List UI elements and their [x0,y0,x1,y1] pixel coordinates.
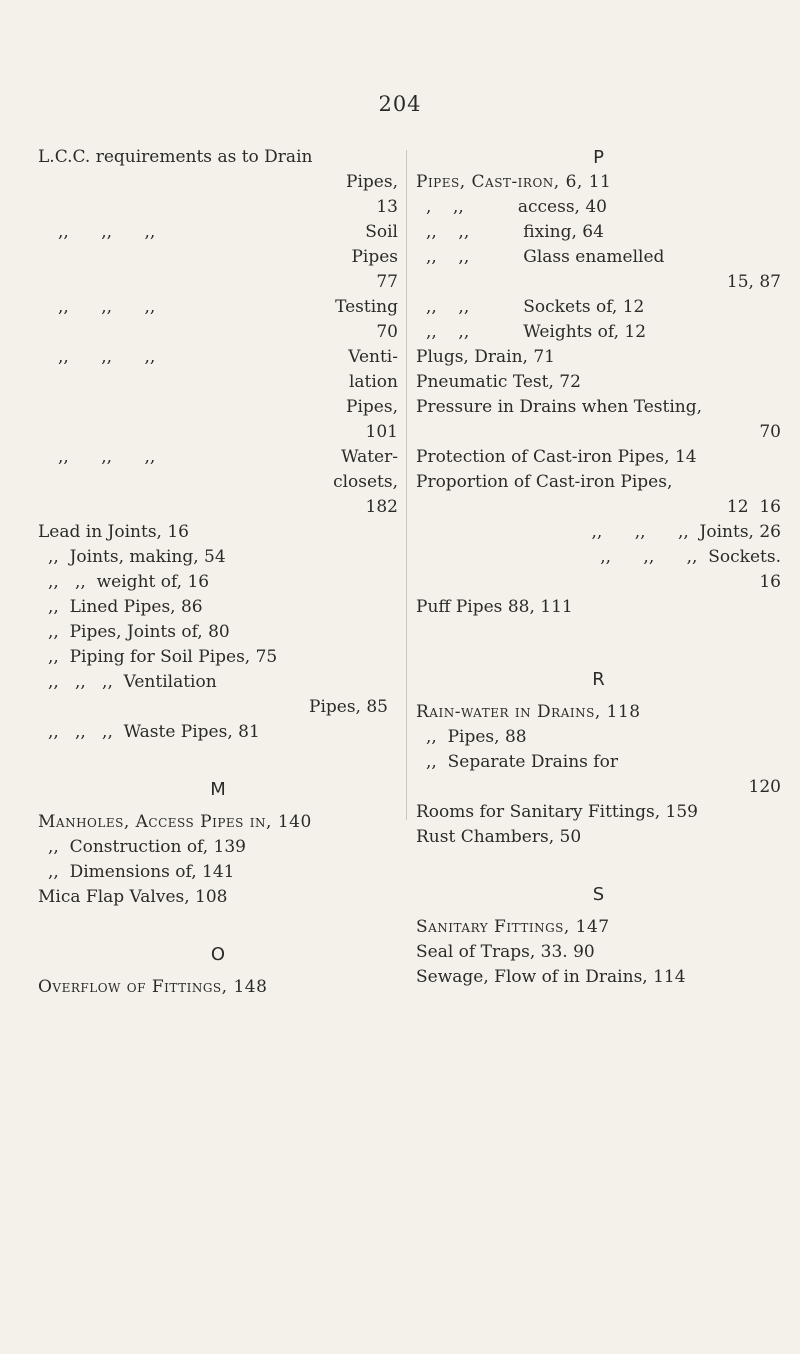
section-letter-o: O [210,944,226,965]
index-subentry: ,, ,, weight of, 16 [48,572,210,592]
index-entry-rooms: Rooms for Sanitary Fittings, 159 [416,802,698,822]
index-entry-plugs: Plugs, Drain, 71 [416,347,555,367]
index-entry-sewage: Sewage, Flow of in Drains, 114 [416,967,686,987]
page-number: 204 [378,92,422,116]
section-letter-s: S [592,884,605,905]
index-subentry: ,, ,, Glass enamelled [426,247,665,267]
index-entry-page-ref: 101 [365,422,398,442]
left-column [38,145,398,1000]
index-entry-lcc: L.C.C. requirements as to Drain [38,147,313,167]
index-entry-pressure: Pressure in Drains when Testing, [416,397,703,417]
section-letter-p: P [593,147,604,168]
index-subentry: ,, ,, ,, Ventilation [48,672,217,692]
index-entry-continuation: Pipes [351,247,398,267]
index-entry-pneumatic: Pneumatic Test, 72 [416,372,581,392]
index-entry-puff: Puff Pipes 88, 111 [416,597,573,617]
index-entry-mica: Mica Flap Valves, 108 [38,887,228,907]
index-entry-testing: Testing [335,297,398,317]
index-subentry: ,, Construction of, 139 [48,837,246,857]
index-entry-sanitary: Sanitary Fittings, 147 [416,917,610,937]
right-column [416,145,781,990]
column-divider [406,150,407,820]
index-entry-continuation: Pipes, [346,397,398,417]
index-entry-page-ref: 70 [759,422,781,442]
index-entry-proportion: Proportion of Cast-iron Pipes, [416,472,673,492]
index-entry-manholes: Manholes, Access Pipes in, 140 [38,812,312,832]
index-subentry: ,, ,, Weights of, 12 [426,322,647,342]
index-subentry: ,, Separate Drains for [426,752,618,772]
index-subentry: ,, Pipes, 88 [426,727,527,747]
index-entry-rain-water: Rain-water in Drains, 118 [416,702,641,722]
index-subentry: , ,, access, 40 [426,197,607,217]
index-entry-page-ref: 120 [748,777,781,797]
section-letter-m: M [210,779,226,800]
index-entry-continuation: lation [348,372,398,392]
index-subentry: ,, ,, fixing, 64 [426,222,604,242]
index-entry-continuation: Pipes, [346,172,398,192]
index-entry-lead: Lead in Joints, 16 [38,522,189,542]
index-entry-soil: Soil [365,222,398,242]
index-subentry: ,, ,, Sockets of, 12 [426,297,645,317]
index-entry-water-closets: Water- [341,447,398,467]
index-entry-page-ref: 13 [376,197,398,217]
index-entry-page-ref: 12 16 [726,497,781,517]
index-subentry: ,, Pipes, Joints of, 80 [48,622,230,642]
index-entry-continuation: closets, [333,472,398,492]
index-entry-page-ref: 15, 87 [726,272,781,292]
index-subentry: ,, Joints, making, 54 [48,547,226,567]
ditto-marks: ,, ,, ,, [58,347,156,367]
ditto-marks: ,, ,, ,, [58,297,156,317]
index-entry-overflow: Overflow of Fittings, 148 [38,977,268,997]
index-subentry: ,, ,, ,, Waste Pipes, 81 [48,722,260,742]
index-entry-page-ref: 182 [365,497,398,517]
index-entry-protection: Protection of Cast-iron Pipes, 14 [416,447,697,467]
index-subentry: ,, ,, ,, Joints, 26 [591,522,781,542]
index-entry-ventilation: Venti- [348,347,398,367]
index-subentry: ,, Piping for Soil Pipes, 75 [48,647,278,667]
index-entry-continuation: Pipes, 85 [309,697,388,717]
index-entry-pipes: Pipes, Cast-iron, 6, 11 [416,172,612,192]
index-subentry: ,, Lined Pipes, 86 [48,597,203,617]
index-entry-page-ref: 70 [376,322,398,342]
index-entry-seal: Seal of Traps, 33. 90 [416,942,595,962]
ditto-marks: ,, ,, ,, [58,222,156,242]
ditto-marks: ,, ,, ,, [58,447,156,467]
index-subentry: ,, Dimensions of, 141 [48,862,235,882]
index-entry-rust: Rust Chambers, 50 [416,827,582,847]
index-entry-page-ref: 16 [759,572,781,592]
index-entry-page-ref: 77 [376,272,398,292]
index-subentry: ,, ,, ,, Sockets. [600,547,781,567]
section-letter-r: R [592,669,605,690]
